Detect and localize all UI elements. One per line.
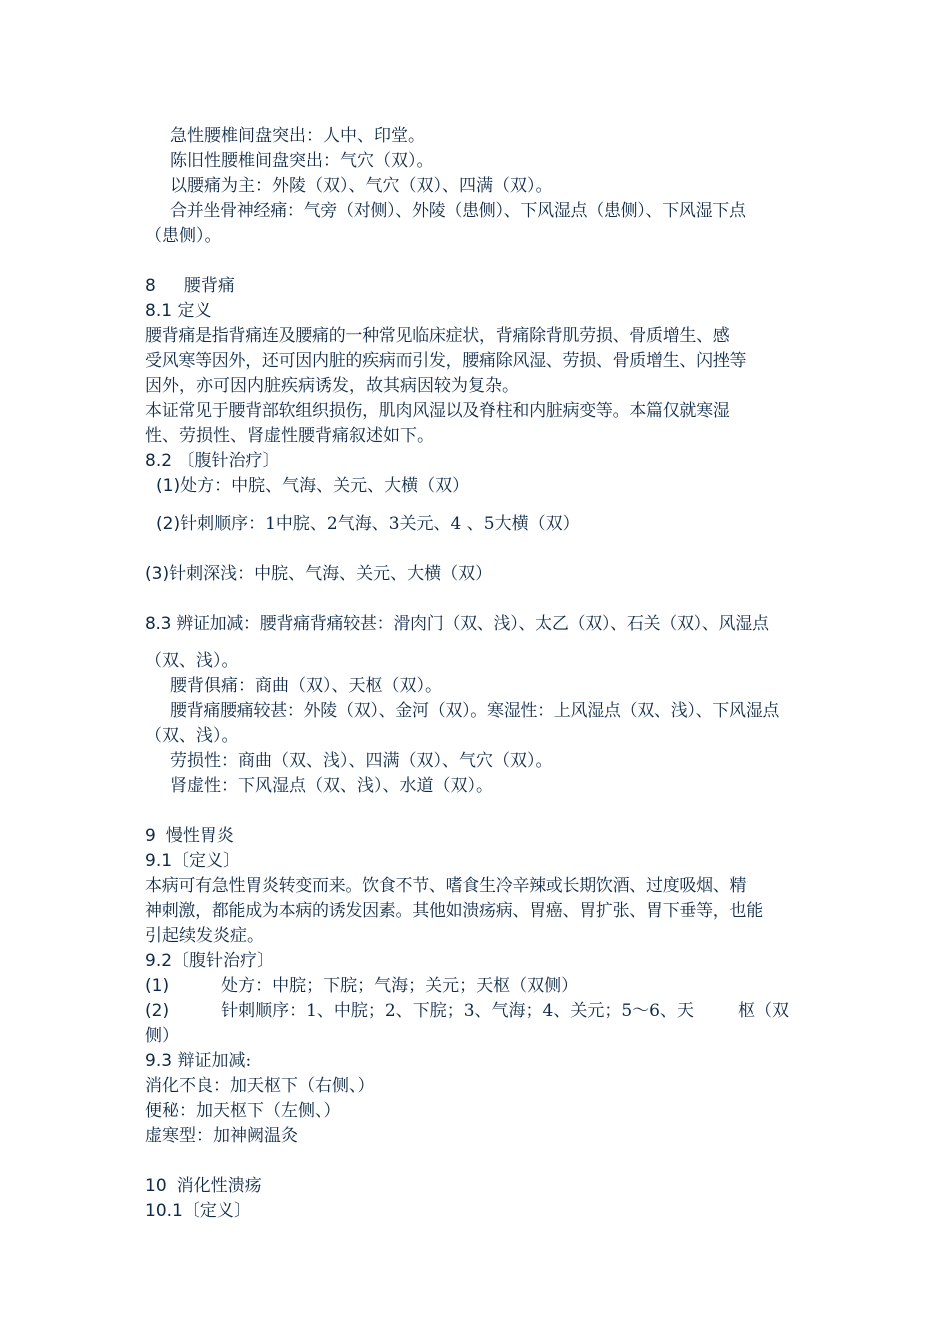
text-line: 陈旧性腰椎间盘突出：气穴（双）。 (170, 151, 434, 171)
text-line: （双、浅）。 (145, 726, 239, 746)
text-line: 以腰痛为主：外陵（双）、气穴（双）、四满（双）。 (170, 176, 553, 196)
subsection-number: 9.1 (145, 851, 173, 871)
subsection-heading (145, 1199, 251, 1223)
text-line: （患侧）。 (145, 226, 222, 246)
subsection-title: 〔定义〕 (182, 1201, 251, 1221)
paragraph-line: 引起续发炎症。 (145, 926, 264, 946)
section-title: 腰背痛 (183, 276, 235, 296)
subsection-text: 辨证加减：腰背痛背痛较甚：滑肉门（双、浅）、太乙（双）、石关（双）、风湿点 (176, 614, 769, 634)
list-number: (2) (145, 1001, 170, 1021)
subsection-number: 9.3 (145, 1051, 173, 1071)
text-line: 合并坐骨神经痛：气旁（对侧）、外陵（患侧）、下风湿点（患侧）、下风湿下点 (170, 201, 746, 221)
subsection-heading (145, 612, 769, 636)
section-heading (145, 824, 234, 848)
section-title: 消化性溃疡 (176, 1176, 262, 1196)
text-line: 侧） (145, 1026, 179, 1046)
list-number: (1) (156, 476, 181, 496)
paragraph-line: 腰背痛是指背痛连及腰痛的一种常见临床症状，背痛除背肌劳损、骨质增生、感 (145, 326, 730, 346)
list-item (156, 474, 469, 498)
section-title: 慢性胃炎 (165, 826, 234, 846)
subsection-number: 10.1 (145, 1201, 183, 1221)
list-text: 处方：中脘、气海、关元、大横（双） (180, 476, 470, 496)
text-line: 劳损性：商曲（双、浅）、四满（双）、气穴（双）。 (170, 751, 553, 771)
subsection-number: 9.2 (145, 951, 173, 971)
text-line: 腰背俱痛：商曲（双）、天枢（双）。 (170, 676, 442, 696)
list-item (145, 974, 578, 998)
text-line: 虚寒型：加神阙温灸 (145, 1126, 298, 1146)
section-number: 9 (145, 826, 156, 846)
subsection-heading (145, 949, 274, 973)
paragraph-line: 因外，亦可因内脏疾病诱发，故其病因较为复杂。 (145, 376, 519, 396)
subsection-heading (145, 1049, 251, 1073)
subsection-number: 8.2 (145, 451, 173, 471)
list-text-tail: 枢（双 (738, 1001, 789, 1021)
section-number: 8 (145, 276, 156, 296)
paragraph-line: 本病可有急性胃炎转变而来。饮食不节、嗜食生冷辛辣或长期饮酒、过度吸烟、精 (145, 876, 747, 896)
subsection-heading (145, 299, 211, 323)
paragraph-line: 受风寒等因外，还可因内脏的疾病而引发，腰痛除风湿、劳损、骨质增生、闪挫等 (145, 351, 747, 371)
paragraph-line: 本证常见于腰背部软组织损伤，肌肉风湿以及脊柱和内脏病变等。本篇仅就寒湿 (145, 401, 730, 421)
paragraph-line: 性、劳损性、肾虚性腰背痛叙述如下。 (145, 426, 434, 446)
list-item (145, 562, 492, 586)
text-line: 腰背痛腰痛较甚：外陵（双）、金河（双）。寒湿性：上风湿点（双、浅）、下风湿点 (170, 701, 780, 721)
subsection-number: 8.1 (145, 301, 173, 321)
list-number: (3) (145, 564, 170, 584)
text-line: 消化不良：加天枢下（右侧、） (145, 1076, 375, 1096)
list-item (156, 512, 580, 536)
text-line: 急性腰椎间盘突出：人中、印堂。 (170, 126, 425, 146)
subsection-number: 8.3 (145, 614, 172, 634)
section-heading (145, 274, 235, 298)
list-number: (1) (145, 976, 170, 996)
list-text: 针刺深浅：中脘、气海、关元、大横（双） (169, 564, 493, 584)
subsection-heading (145, 449, 279, 473)
list-text: 针刺顺序：1、中脘；2、下脘；3、气海；4、关元；5～6、天 (221, 1001, 694, 1021)
section-number: 10 (145, 1176, 167, 1196)
subsection-heading (145, 849, 240, 873)
subsection-title: 辩证加减: (177, 1051, 252, 1071)
text-line: 肾虚性：下风湿点（双、浅）、水道（双）。 (170, 776, 493, 796)
text-line: 便秘：加天枢下（左侧、） (145, 1101, 341, 1121)
paragraph-line: 神刺激，都能成为本病的诱发因素。其他如溃疡病、胃癌、胃扩张、胃下垂等，也能 (145, 901, 763, 921)
subsection-title: 〔腹针治疗〕 (177, 451, 280, 471)
subsection-title: 〔腹针治疗〕 (172, 951, 275, 971)
list-item (145, 999, 789, 1023)
section-heading (145, 1174, 262, 1198)
list-number: (2) (156, 514, 181, 534)
list-text: 针刺顺序：1中脘、2气海、3关元、4 、5大横（双） (180, 514, 580, 534)
text-line: （双、浅）。 (145, 651, 239, 671)
subsection-title: 〔定义〕 (172, 851, 241, 871)
subsection-title: 定义 (177, 301, 212, 321)
list-text: 处方：中脘；下脘；气海；关元；天枢（双侧） (221, 976, 579, 996)
